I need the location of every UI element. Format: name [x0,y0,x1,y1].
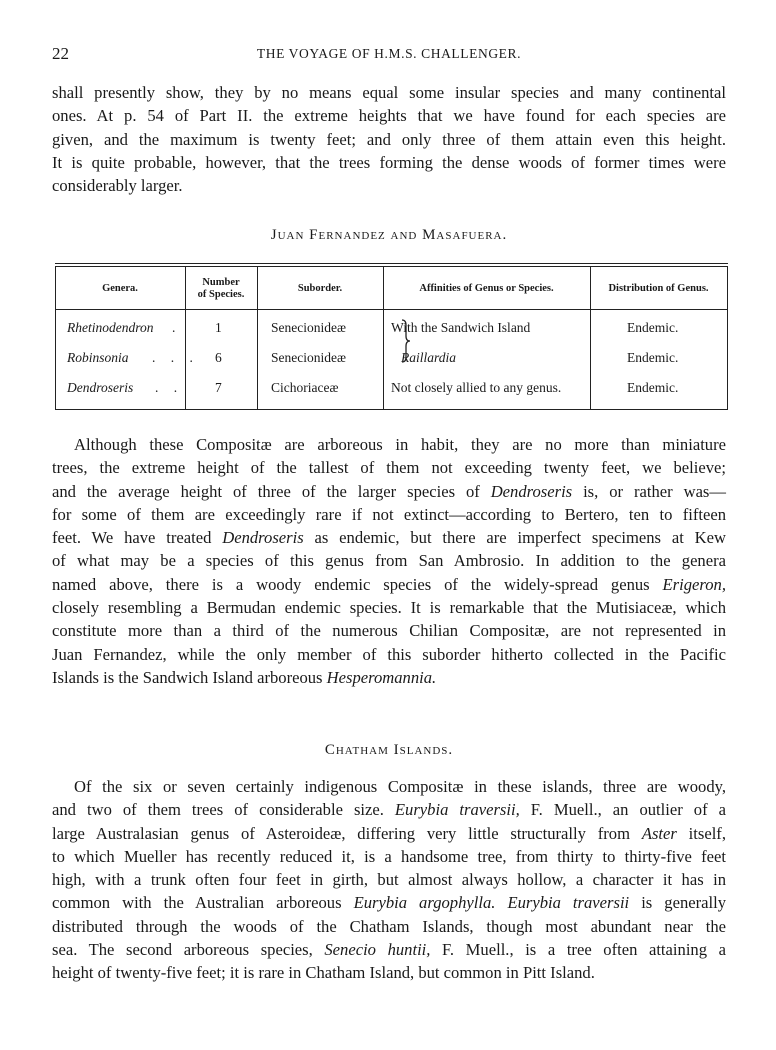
text-line: height of twenty-five feet; it is rare in Chatham Island, but common in Pitt Island. [52,963,595,983]
cell-distribution: Endemic. [627,380,679,395]
text-run: and two of them trees of considerable size. [52,800,395,820]
text-line [52,798,726,821]
species-name: Eurybia traversii, [394,800,520,820]
text-run: itself, [676,823,726,843]
cell-genus: Dendroseris [67,380,134,395]
cell-number: 7 [215,380,222,395]
curly-brace-icon [401,319,411,363]
cell-affinity: With the Sandwich Island [391,320,531,335]
cell-suborder: Senecionideæ [271,320,346,335]
text-run: F. Muell., is a tree often attaining a [430,940,726,960]
intro-paragraph [52,81,726,197]
table-top-rule [55,263,728,264]
table-bottom-rule [55,409,728,410]
genus-name: Dendroseris [222,528,304,548]
header-genera: Genera. [102,283,138,294]
text-run: and the average height of three of the larger species of [52,481,491,501]
text-line [52,891,726,914]
genus-name: Aster [641,823,677,843]
species-name: Eurybia traversii [507,893,630,913]
text-run: large Australasian genus of Asteroideæ, differing very little structurally from [52,823,642,843]
text-line: Although these Compositæ are arboreous in habit, they are no more than miniature [74,435,726,454]
text-run: is, or rather was— [572,481,726,501]
species-name: Eurybia argophylla. [353,893,496,913]
text-run: Islands is the Sandwich Island arboreous [52,667,327,687]
cell-suborder: Senecionideæ [271,350,346,365]
text-run [495,893,507,912]
cell-leader-dots: . . . [152,350,199,365]
genus-name: Hesperomannia. [326,667,437,687]
header-affinities: Affinities of Genus or Species. [419,283,554,294]
cell-distribution: Endemic. [627,350,679,365]
text-run: feet. We have treated [52,528,223,548]
text-line: It is quite probable, however, that the trees forming the dense woods of former times were [52,152,726,172]
genus-name: Dendroseris [490,481,573,501]
text-line [52,480,726,503]
cell-number: 6 [215,350,222,365]
text-run: named above, there is a woody endemic species of the widely-spread genus [52,574,663,594]
cell-suborder: Cichoriaceæ [271,380,339,395]
text-line [52,822,726,845]
text-line [52,526,726,549]
text-line: constitute more than a third of the numerous Chilian Compositæ, are not represented in [52,621,726,641]
section-heading-juan-fernandez: Juan Fernandez and Masafuera. [270,227,508,243]
text-line: distributed through the woods of the Chatham Islands, though most abundant near the [52,916,726,936]
section-heading-chatham-islands: Chatham Islands. [324,742,454,758]
table-right-border [727,266,728,410]
running-title: THE VOYAGE OF H.M.S. CHALLENGER. [256,46,522,61]
header-number-line: Number [202,277,240,288]
genera-table [55,263,728,410]
header-distribution: Distribution of Genus. [608,283,709,294]
text-line: of what may be a species of this genus from San Ambrosio. In addition to the genera [52,551,726,571]
text-line: ones. At p. 54 of Part II. the extreme heights that we have found for each species are [52,106,726,126]
text-run: sea. The second arboreous species, [52,940,325,960]
cell-affinity: Raillardia [401,350,457,365]
text-line: shall presently show, they by no means equal some insular species and many continental [52,83,726,102]
cell-affinity: Not closely allied to any genus. [391,380,562,395]
text-line [52,573,726,596]
text-line: trees, the extreme height of the tallest of them not exceeding twenty feet, we believe; [52,458,726,478]
text-line: closely resembling a Bermudan endemic species. It is remarkable that the Mutisiaceæ, which [52,598,726,618]
page-header [52,44,726,68]
page-number: 22 [52,44,69,63]
cell-distribution: Endemic. [627,320,679,335]
text-line: considerably larger. [52,176,183,196]
text-line: given, and the maximum is twenty feet; and only three of them attain even this height. [52,129,726,149]
cell-leader-dots: . [172,320,182,335]
chatham-paragraph [52,775,726,985]
text-line [52,938,726,961]
text-line: Of the six or seven certainly indigenous Compositæ in these islands, three are woody, [74,777,726,796]
species-name: Senecio huntii, [324,940,431,960]
compositae-paragraph [52,433,726,689]
text-run: is generally [629,893,727,913]
table-top-rule-inner [55,266,728,267]
cell-leader-dots: . . [155,380,184,395]
cell-number: 1 [215,320,222,335]
header-suborder: Suborder. [297,283,343,294]
text-line: high, with a trunk often four feet in girth, but almost always hollow, a character it has in [52,870,726,890]
text-run: common with the Australian arboreous [52,893,354,913]
text-run: F. Muell., an outlier of a [519,800,726,820]
cell-genus: Robinsonia [67,350,129,365]
genus-name: Erigeron, [662,574,726,594]
text-line: to which Mueller has recently reduced it, is a handsome tree, from thirty to thirty-five feet [52,846,726,866]
header-number-line: of Species. [197,289,245,300]
cell-genus: Rhetinodendron [67,320,154,335]
header-number-of-species [185,269,257,309]
text-run: as endemic, but there are imperfect specimens at Kew [303,528,726,548]
text-line: Juan Fernandez, while the only member of this suborder hitherto collected in the Pacific [52,644,726,664]
table-header-rule [55,309,728,310]
text-line [52,666,726,689]
text-line: for some of them are exceedingly rare if not extinct—according to Bertero, ten to fifteen [52,504,726,524]
